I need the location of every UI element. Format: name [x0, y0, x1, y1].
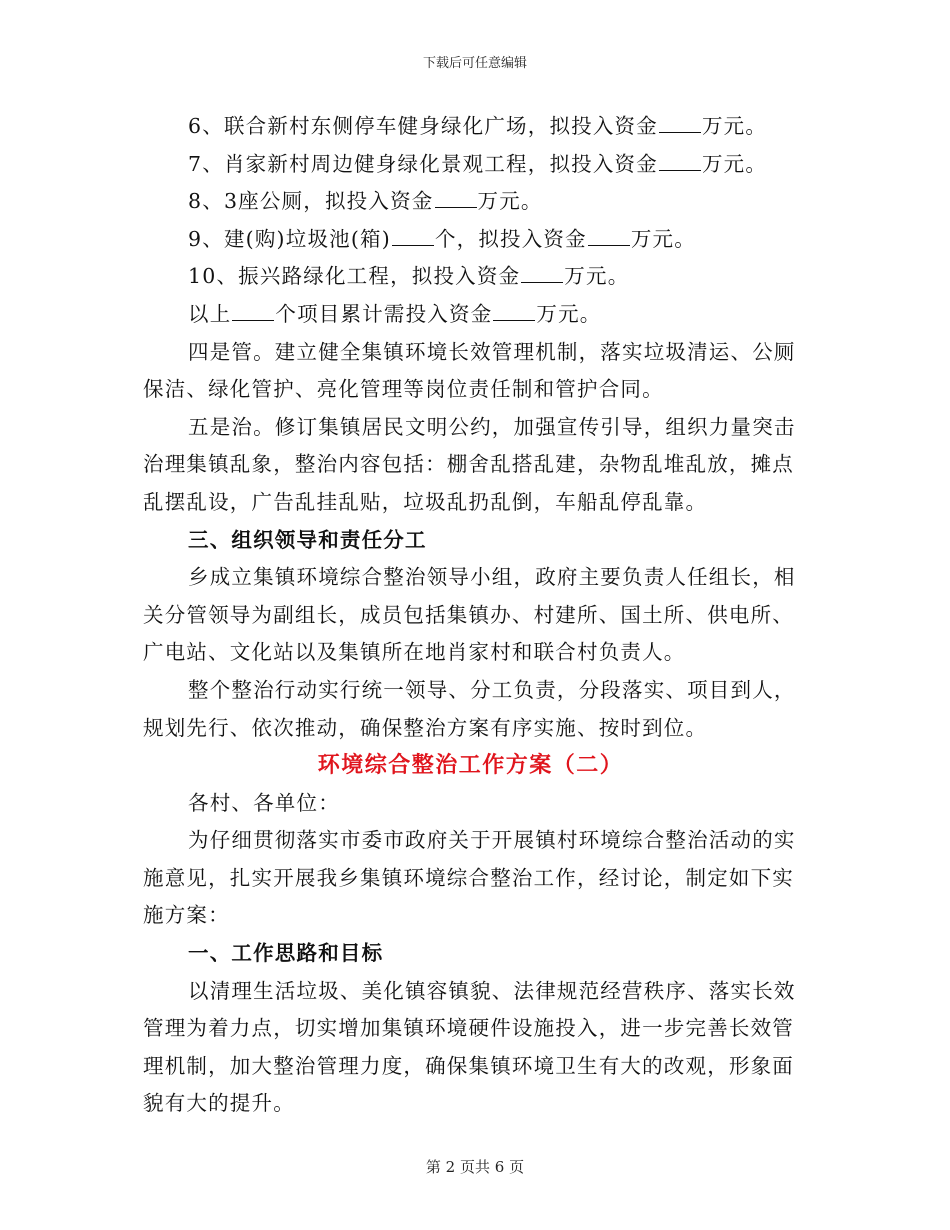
fill-blank: [435, 187, 477, 208]
fill-blank: [392, 225, 434, 246]
page-footer: 第 2 页共 6 页: [425, 1158, 525, 1176]
item-10: 10、振兴路绿化工程，拟投入资金 万元。: [188, 264, 630, 289]
section-heading-1: 一、工作思路和目标: [188, 941, 384, 966]
summary-line: 以上 个项目累计需投入资金 万元。: [188, 301, 602, 326]
paragraph-leadership-group: 乡成立集镇环境综合整治领导小组，政府主要负责人任组长，相关分管领导为副组长，成员包括集镇办、村建所、国土所、供电所、广电站、文化站以及集镇所在地肖家村和联合村负责人。: [143, 565, 796, 665]
fill-blank: [659, 150, 701, 171]
fill-blank: [493, 300, 535, 321]
fill-blank: [659, 112, 701, 133]
page-header: 下载后可任意编辑: [422, 56, 527, 71]
item-6: 6、联合新村东侧停车健身绿化广场，拟投入资金 万元。: [188, 114, 768, 138]
item-8: 8、3座公厕，拟投入资金 万元。: [188, 189, 543, 214]
paragraph-governance: 五是治。修订集镇居民文明公约，加强宣传引导，组织力量突击治理集镇乱象，整治内容包括：棚舍乱搭乱建，杂物乱堆乱放，摊点乱摆乱设，广告乱挂乱贴，垃圾乱扔乱倒，车船乱停乱靠。: [143, 414, 796, 514]
paragraph-management: 四是管。建立健全集镇环境长效管理机制，落实垃圾清运、公厕保洁、绿化管护、亮化管理等岗位责任制和管护合同。: [143, 339, 796, 402]
section-heading-3: 三、组织领导和责任分工: [188, 527, 427, 552]
paragraph-goals: 以清理生活垃圾、美化镇容镇貌、法律规范经营秩序、落实长效管理为着力点，切实增加集镇环境硬件设施投入，进一步完善长效管理机制，加大整治管理力度，确保集镇环境卫生有大的改观，形象面貌有大的提升。: [143, 978, 796, 1116]
document-title-2: 环境综合整治工作方案（二）: [317, 752, 624, 779]
document-body: [143, 108, 798, 1123]
fill-blank: [232, 300, 274, 321]
paragraph-intro: 为仔细贯彻落实市委市政府关于开展镇村环境综合整治活动的实施意见，扎实开展我乡集镇环境综合整治工作，经讨论，制定如下实施方案：: [143, 828, 796, 928]
salutation: 各村、各单位：: [188, 790, 340, 815]
paragraph-unified-action: 整个整治行动实行统一领导、分工负责，分段落实、项目到人，规划先行、依次推动，确保整治方案有序实施、按时到位。: [143, 677, 796, 740]
fill-blank: [521, 262, 563, 283]
fill-blank: [588, 225, 630, 246]
item-7: 7、肖家新村周边健身绿化景观工程，拟投入资金 万元。: [188, 151, 768, 176]
item-9: 9、建(购)垃圾池(箱) 个，拟投入资金 万元。: [188, 226, 696, 251]
